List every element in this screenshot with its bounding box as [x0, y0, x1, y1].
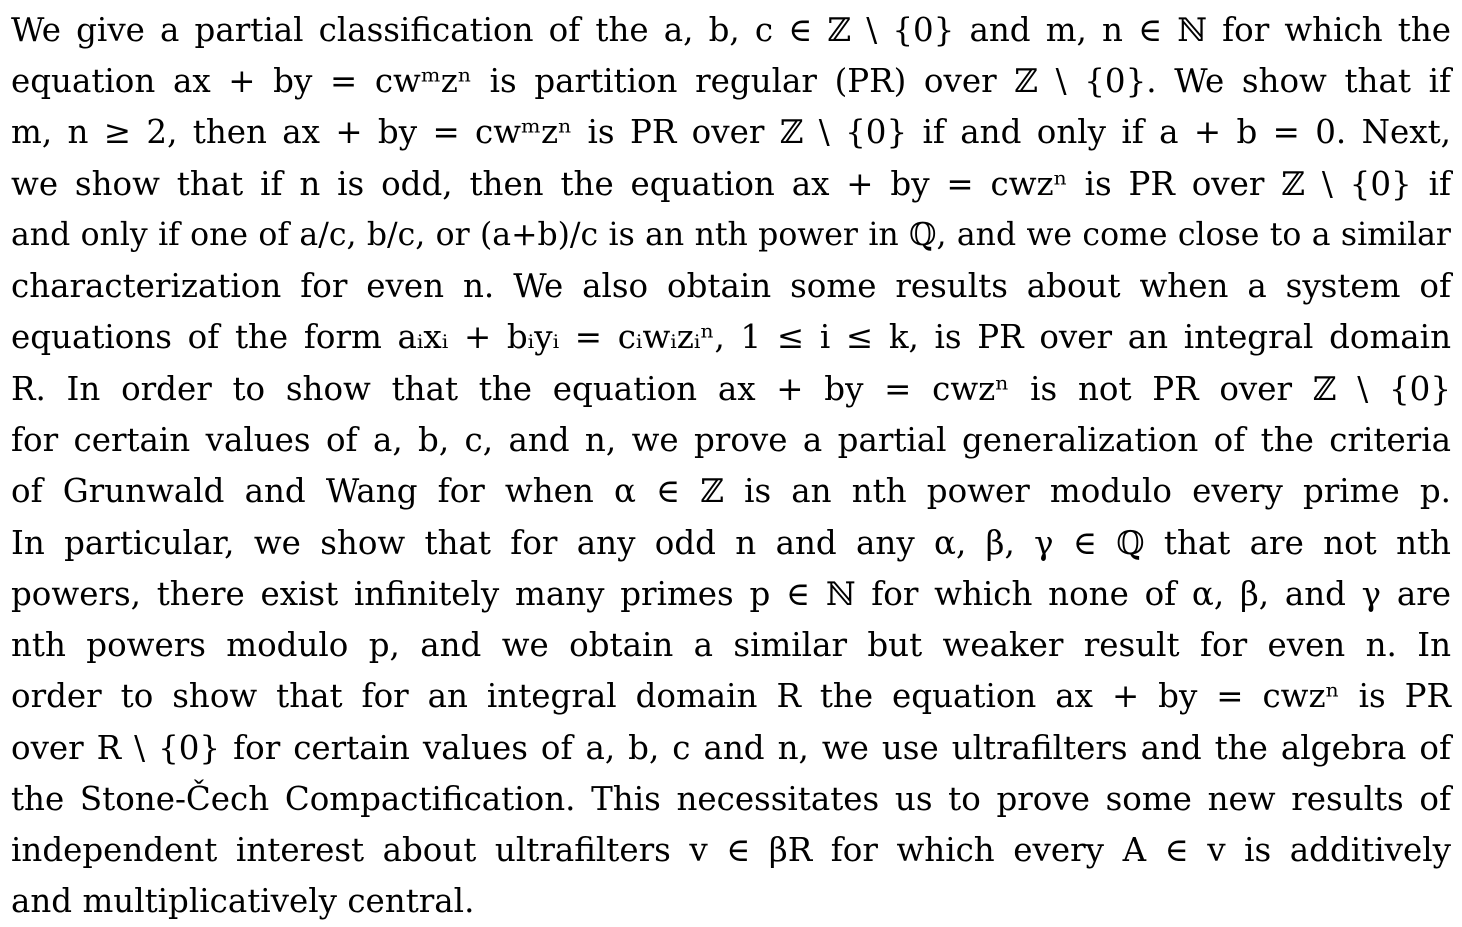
abstract-line-10: of Grunwald and Wang for when α ∈ ℤ is an nth power modulo every prime p.: [11, 472, 1451, 510]
abstract-line-13: nth powers modulo p, and we obtain a similar but weaker result for even n. In: [11, 626, 1451, 664]
abstract-line-2: equation ax + by = cwᵐzⁿ is partition regular (PR) over ℤ \ {0}. We show that if: [11, 62, 1451, 100]
abstract-line-8: R. In order to show that the equation ax + by = cwzⁿ is not PR over ℤ \ {0}: [11, 370, 1451, 408]
abstract-line-9: for certain values of a, b, c, and n, we prove a partial generalization of the criteria: [11, 421, 1451, 459]
abstract-line-17: independent interest about ultrafilters v ∈ βR for which every A ∈ v is additively: [11, 831, 1451, 869]
abstract-line-1: We give a partial classification of the a, b, c ∈ ℤ \ {0} and m, n ∈ ℕ for which the: [11, 11, 1451, 49]
abstract-line-4: we show that if n is odd, then the equation ax + by = cwzⁿ is PR over ℤ \ {0} if: [11, 165, 1451, 203]
abstract-line-5: and only if one of a/c, b/c, or (a+b)/c is an nth power in ℚ, and we come close to a similar: [11, 217, 1451, 253]
abstract-line-12: powers, there exist infinitely many primes p ∈ ℕ for which none of α, β, and γ are: [11, 575, 1451, 613]
abstract-line-18: and multiplicatively central.: [11, 882, 475, 920]
abstract-line-15: over R \ {0} for certain values of a, b, c and n, we use ultrafilters and the algebra of: [11, 729, 1451, 767]
abstract-line-16: the Stone-Čech Compactification. This necessitates us to prove some new results of: [11, 780, 1451, 818]
abstract-line-11: In particular, we show that for any odd n and any α, β, γ ∈ ℚ that are not nth: [11, 524, 1451, 562]
abstract-line-14: order to show that for an integral domain R the equation ax + by = cwzⁿ is PR: [11, 677, 1451, 715]
abstract-line-3: m, n ≥ 2, then ax + by = cwᵐzⁿ is PR over ℤ \ {0} if and only if a + b = 0. Next,: [11, 113, 1451, 151]
abstract-paragraph: [11, 0, 1451, 925]
abstract-line-7: equations of the form aᵢxᵢ + bᵢyᵢ = cᵢwᵢzᵢⁿ, 1 ≤ i ≤ k, is PR over an integral domain: [11, 318, 1451, 356]
abstract-line-6: characterization for even n. We also obtain some results about when a system of: [11, 267, 1451, 305]
